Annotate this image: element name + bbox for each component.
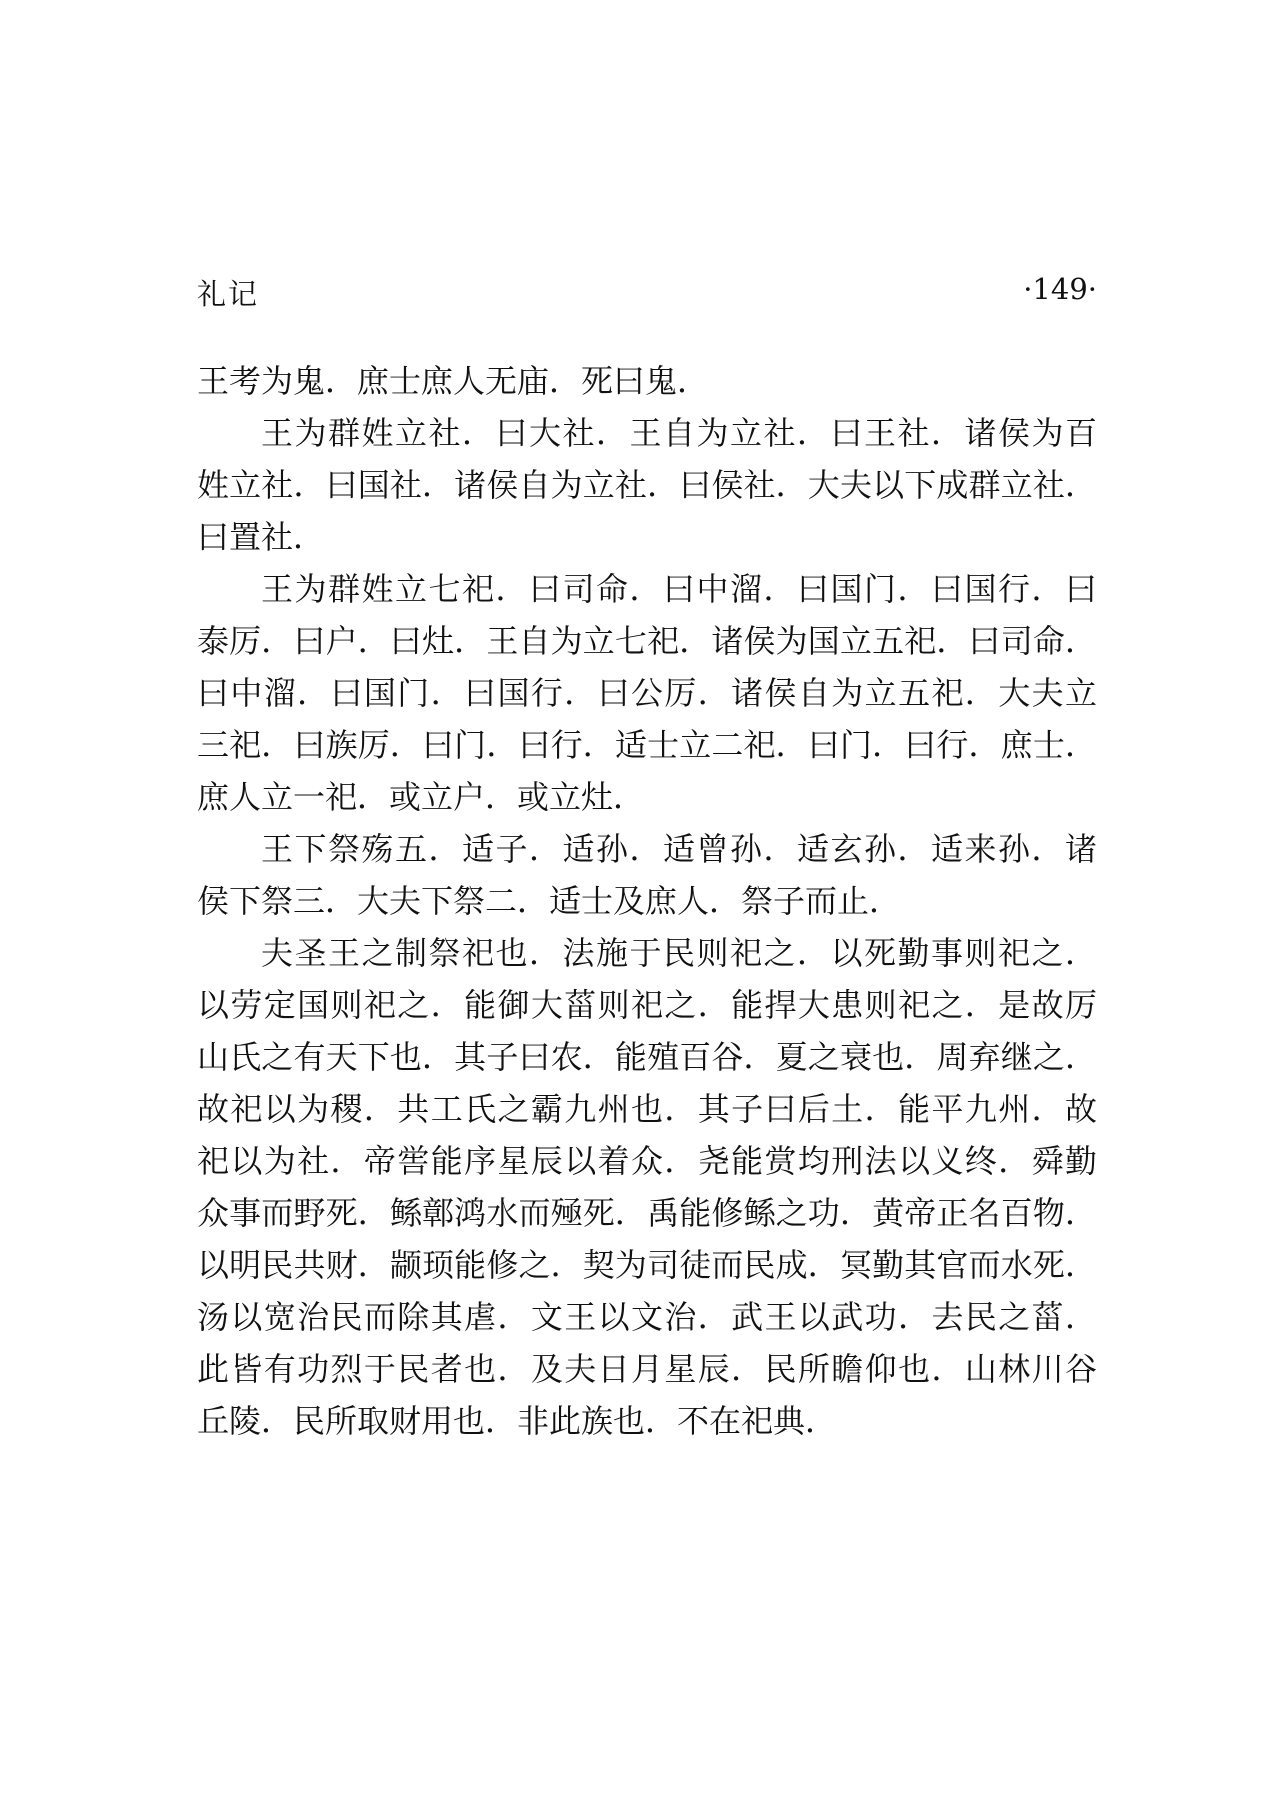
text-line: 侯下祭三．大夫下祭二．适士及庶人．祭子而止． <box>197 882 902 920</box>
text-line: 曰置社． <box>197 518 326 556</box>
text-line: 丘陵．民所取财用也．非此族也．不在祀典． <box>197 1402 838 1440</box>
text-line: 以明民共财．颛顼能修之．契为司徒而民成．冥勤其官而水死． <box>197 1246 1097 1284</box>
running-header <box>197 272 1097 312</box>
text-line: 王下祭殇五．适子．适孙．适曾孙．适玄孙．适来孙．诸 <box>261 830 1097 868</box>
text-line: 故祀以为稷．共工氏之霸九州也．其子曰后土．能平九州．故 <box>197 1090 1097 1128</box>
text-line: 以劳定国则祀之．能御大菑则祀之．能捍大患则祀之．是故厉 <box>197 986 1097 1024</box>
text-line: 庶人立一祀．或立户．或立灶． <box>197 778 646 816</box>
page-number: ·149· <box>1023 272 1097 306</box>
text-line: 汤以宽治民而除其虐．文王以文治．武王以武功．去民之菑． <box>197 1298 1097 1336</box>
text-line: 王考为鬼．庶士庶人无庙．死曰鬼． <box>197 362 710 400</box>
text-line: 姓立社．曰国社．诸侯自为立社．曰侯社．大夫以下成群立社． <box>197 466 1097 504</box>
text-line: 曰中溜．曰国门．曰国行．曰公厉．诸侯自为立五祀．大夫立 <box>197 674 1097 712</box>
text-line: 众事而野死．鲧鄣鸿水而殛死．禹能修鲧之功．黄帝正名百物． <box>197 1194 1097 1232</box>
text-line: 山氏之有天下也．其子曰农．能殖百谷．夏之衰也．周弃继之． <box>197 1038 1097 1076</box>
text-line: 三祀．曰族厉．曰门．曰行．适士立二祀．曰门．曰行．庶士． <box>197 726 1097 764</box>
text-line: 王为群姓立七祀．曰司命．曰中溜．曰国门．曰国行．曰 <box>261 570 1097 608</box>
text-line: 王为群姓立社．曰大社．王自为立社．曰王社．诸侯为百 <box>261 414 1097 452</box>
book-title: 礼记 <box>197 277 260 311</box>
body-text <box>197 355 1097 1447</box>
text-line: 夫圣王之制祭祀也．法施于民则祀之．以死勤事则祀之． <box>261 934 1097 972</box>
text-line: 此皆有功烈于民者也．及夫日月星辰．民所瞻仰也．山林川谷 <box>197 1350 1097 1388</box>
text-line: 泰厉．曰户．曰灶．王自为立七祀．诸侯为国立五祀．曰司命． <box>197 622 1097 660</box>
text-line: 祀以为社．帝喾能序星辰以着众．尧能赏均刑法以义终．舜勤 <box>197 1142 1097 1180</box>
